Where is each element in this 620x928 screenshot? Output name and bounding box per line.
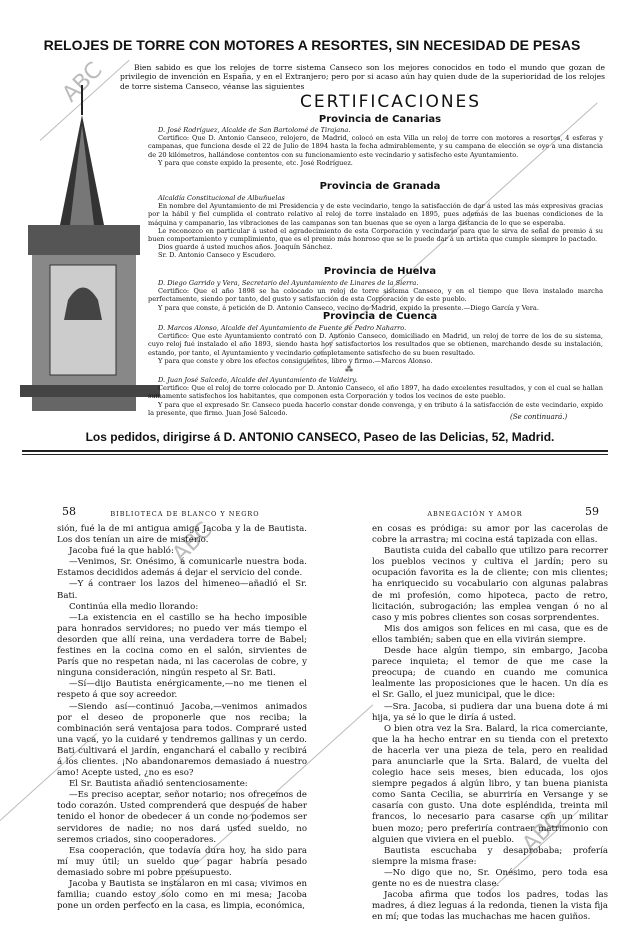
paragraph: Y para que conste y obre los efectos consiguientes, libro y firmo.—Marcos Alonso.: [158, 356, 433, 365]
paragraph: Bautista escuchaba y desaprobaba; profería siempre la misma frase:: [372, 845, 608, 867]
certificate-huelva: [148, 279, 603, 312]
paragraph: Certifico: Que este Ayuntamiento contrató con D. Antonio Canseco, domiciliado en Madrid, un reloj de torre de los de su sistema, cuyo reloj fué instalado el año 1893, siendo hasta hoy satisfactorios los resultados que se obtienen, marchando desde su instalación, estando, por tanto, el Ayuntamiento y vecindario completamente satisfecho de su buen resultado.: [148, 332, 603, 357]
paragraph: —Siendo así—continuó Jacoba,—venimos animados por el deseo de proponerle que nos reciba; la combinación será ventajosa para todos. Compraré usted una vaca, yo la cuidaré y tendremos gallinas y un cerdo. Bati cultivará el jardín, enganchará el caballo y recibirá á los clientes. ¡No abandonaremos demasiado á nuestro amo! Acepte usted, ¿no es eso?: [57, 701, 307, 779]
paragraph: Jacoba afirma que todos los padres, todas las madres, á diez leguas á la redonda, tienen la vista fija en mí; que todas las muchachas me hacen guiños.: [372, 890, 608, 923]
paragraph: Jacoba fué la que habló:: [69, 546, 174, 557]
signer: D. José Rodríguez, Alcalde de San Bartolomé de Tirajana.: [158, 126, 351, 134]
paragraph: en cosas es pródiga: su amor por las cacerolas de cobre la arrastra; mi cocina está tapizada con ellas.: [372, 524, 608, 546]
paragraph: Certifico: Que D. Antonio Canseco, relojero, de Madrid, colocó en esta Villa un reloj de torre con motores a resortes, 4 esferas y campanas, que funciona desde el 22 de Julio de 1894 hasta la fecha admirablemente, y su campana de elección se oye a una distancia de 20 kilómetros, hallándose contentos con su funcionamiento este vecindario y satisfecho este Ayuntamiento.: [148, 134, 603, 159]
paragraph: Jacoba y Bautista se instalaron en mi casa; vivimos en familia; cuando estoy solo como en mi mesa; Jacoba pone un orden perfecto en la casa, es limpia, económica,: [57, 879, 307, 912]
left-page-text: [57, 524, 307, 912]
page-number: 58: [62, 505, 76, 518]
paragraph: El Sr. Bautista añadió sentenciosamente:: [69, 779, 248, 790]
section-title: Provincia de Huelva: [323, 266, 437, 277]
certificate-canarias: [148, 126, 603, 167]
paragraph: Y para que conste expido la presente, etc. José Rodríguez.: [158, 158, 353, 167]
signer: D. Diego Garrido y Vera, Secretario del Ayuntamiento de Linares de la Sierra.: [158, 279, 419, 287]
continuara: (Se continuará.): [510, 413, 568, 421]
paragraph: —Es preciso aceptar, señor notario; nos ofrecemos de todo corazón. Usted comprenderá que después de haber tenido el honor de obedecer á un conde no podemos ser servidores de nadie; no nos dará usted sueldo, no seremos criados, sino cooperadores.: [57, 790, 307, 845]
page-number: 59: [585, 505, 599, 518]
paragraph: —Y á contraer los lazos del himeneo—añadió el Sr. Bati.: [57, 579, 307, 601]
watermark-text: ABC: [167, 517, 218, 568]
orders-address: Los pedidos, dirigirse á D. ANTONIO CANSECO, Paseo de las Delicias, 52, Madrid.: [85, 430, 555, 444]
certificate-valdeiry: [148, 376, 603, 417]
paragraph: —La existencia en el castillo se ha hecho imposible para honrados servidores; no puedo ver más tiempo el desorden que allí reina, una verdadera torre de Babel; festines en la cocina como en el salón, sirvientes de París que no respetan nada, ni las cacerolas de cobre, y ninguna consideración, ningún respeto al Sr. Bati.: [57, 612, 307, 679]
paragraph: —Sí—dijo Bautista enérgicamente,—no me tienen el respeto á que soy acreedor.: [57, 679, 307, 701]
paragraph: Y para que el expresado Sr. Canseco pueda hacerlo constar donde convenga, y en tributo á la satisfacción de este vecindario, expido la presente, que firmo. Juan José Salcedo.: [148, 400, 603, 417]
asterism: ⁂: [345, 365, 353, 374]
headline: RELOJES DE TORRE CON MOTORES A RESORTES, SIN NECESIDAD DE PESAS: [43, 37, 581, 53]
divider: [22, 450, 608, 452]
paragraph: Y para que conste, á petición de D. Antonio Canseco, vecino de Madrid, expido la presente.—Diego García y Vera.: [158, 303, 539, 312]
certificate-cuenca: [148, 324, 603, 365]
paragraph: Bautista cuida del caballo que utilizo para recorrer los pueblos vecinos y cultiva el jardín; pero su ocupación favorita es la de cliente; con mis clientes; ha enriquecido su vocabulario con algunas palabras de mi profesión, como hipoteca, pacto de retro, licitación, subrogación; las emplea vengan ó no al caso y mis pobres clientes son cosas sorprendentes.: [372, 546, 608, 623]
certificate-granada: [148, 194, 603, 260]
paragraph: Dios guarde á usted muchos años. Joaquín Sánchez.: [158, 243, 333, 252]
signer: D. Marcos Alonso, Alcalde del Ayuntamiento de Fuente de Pedro Naharro.: [158, 324, 407, 332]
paragraph: O bien otra vez la Sra. Balard, la rica comerciante, que la ha hecho entrar en su tienda con el pretexto de hacerla ver una pieza de tela, pero en realidad para anunciarle que la Srta. Balard, de vuelta del colegio hace seis meses, bien educada, los ojos siempre pegados á algún libro, y tan buena pianista como Santa Cecilia, se aburriría en Versange y se casaría con gusto. Una dote espléndida, treinta mil francos, lo necesario para casarse con un militar buen mozo; pero preferiría contraer matrimonio con alguien que viviera en el pueblo.: [372, 723, 608, 845]
paragraph: —No digo que no, Sr. Onésimo, pero toda esa gente no es de nuestra clase.: [372, 867, 608, 889]
watermark-text: ABC: [517, 807, 568, 858]
paragraph: Continúa ella medio llorando:: [69, 601, 199, 612]
paragraph: Esa cooperación, que todavía dura hoy, ha sido para mí muy útil; un sueldo que pagar habría pesado demasiado sobre mi pobre presupuesto.: [57, 845, 307, 878]
page-header: BIBLIOTECA DE BLANCO Y NEGRO: [110, 510, 260, 518]
certificaciones-heading: CERTIFICACIONES: [300, 92, 482, 112]
signer: D. Juan José Salcedo, Alcalde del Ayuntamiento de Valdeiry.: [158, 376, 358, 384]
section-title: Provincia de Granada: [319, 181, 441, 192]
watermark-text: ABC: [57, 57, 108, 108]
right-page-text: [372, 524, 608, 923]
paragraph: —Venimos, Sr. Onésimo, á comunicarle nuestra boda. Estamos decididos además á dejar el servicio del conde.: [57, 557, 307, 579]
paragraph: Certifico: Que el año 1898 se ha colocado un reloj de torre sistema Canseco, y en el tiempo que lleva instalado marcha perfectamente, siendo por tanto, del gusto y satisfacción de esta Corporación y de este pueblo.: [148, 287, 603, 304]
page-header: ABNEGACIÓN Y AMOR: [427, 510, 523, 518]
intro-text: Bien sabido es que los relojes de torre sistema Canseco son los mejores conocidos en todo el mundo que gozan de privilegio de invención en España, y en el Extranjero; pero por si acaso aún hay quien dude de la superioridad de los relojes de torre sistema Canseco, véanse las siguientes: [120, 63, 605, 91]
section-title: Provincia de Cuenca: [322, 311, 438, 322]
paragraph: Mis dos amigos son felices en mi casa, que es de ellos también; saben que en ella vivirán siempre.: [372, 623, 608, 645]
divider: [22, 454, 608, 455]
paragraph: En nombre del Ayuntamiento de mi Presidencia y de este vecindario, tengo la satisfacción de dar á usted las más expresivas gracias por la hábil y fiel cumplida el contrato relativo al reloj de torre instalado en 1895, pues además de las buenas condiciones de la máquina y campanario, las vibraciones de las campanas son tan buenas que se oyen a larga distancia de lo que se esperaba.: [148, 202, 603, 227]
section-title: Provincia de Canarias: [318, 114, 442, 125]
signer: Alcaldía Constitucional de Albuñuelas: [158, 194, 285, 202]
paragraph: —Sra. Jacoba, si pudiera dar una buena dote á mi hija, ya sé lo que le diría á usted.: [372, 701, 608, 723]
paragraph: Desde hace algún tiempo, sin embargo, Jacoba parece inquieta; el temor de que me case la preocupa; de cuando en cuando me comunica lealmente las proposiciones que le hacen. Un día es el Sr. Gallo, el juez municipal, que le dice:: [372, 646, 608, 701]
paragraph: Le reconozco en particular á usted el agradecimiento de esta Corporación y vecindario para que le sirva de señal de premio á su buen comportamiento y cumplimiento, que es el premio más honroso que se le puede dar á un artista que cumple siempre lo pactado.: [148, 226, 603, 244]
paragraph: Certifico: Que el reloj de torre colocado por D. Antonio Canseco, el año 1897, ha dado excelentes resultados, y con el cual se hallan sumamente satisfechos los habitantes, que componen esta Corporación y todos los vecinos de este pueblo.: [148, 384, 603, 401]
paragraph: sión, fué la de mi antigua amiga Jacoba y la de Bautista. Los dos tenían un aire de misterio.: [57, 524, 307, 546]
paragraph: Sr. D. Antonio Canseco y Escudero.: [158, 251, 276, 260]
